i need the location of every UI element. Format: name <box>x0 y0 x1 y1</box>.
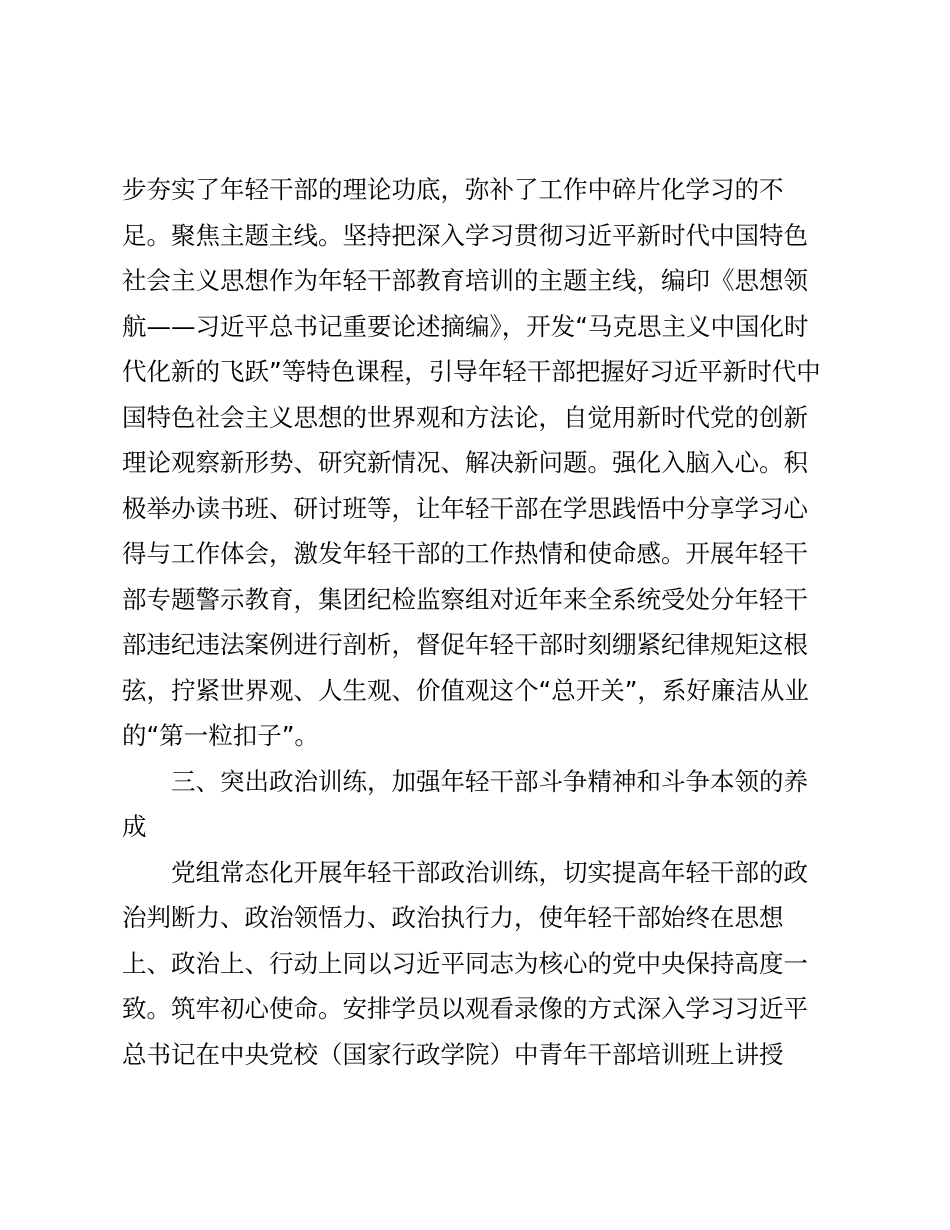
text-line: 部违纪违法案例进行剖析，督促年轻干部时刻绷紧纪律规矩这根 <box>122 630 808 659</box>
text-line: 的“第一粒扣子”。 <box>122 721 319 750</box>
text-line: 得与工作体会，激发年轻干部的工作热情和使命感。开展年轻干 <box>122 539 808 568</box>
section-heading-line: 三、突出政治训练，加强年轻干部斗争精神和斗争本领的养 <box>122 766 808 796</box>
text-line: 部专题警示教育，集团纪检监察组对近年来全系统受处分年轻干 <box>122 584 808 614</box>
text-line: 步夯实了年轻干部的理论功底，弥补了工作中碎片化学习的不 <box>122 175 784 204</box>
text-line: 理论观察新形势、研究新情况、解决新问题。强化入脑入心。积 <box>122 448 808 477</box>
text-line: 代化新的飞跃”等特色课程，引导年轻干部把握好习近平新时代中 <box>122 357 821 386</box>
text-line: 治判断力、政治领悟力、政治执行力，使年轻干部始终在思想 <box>122 903 784 932</box>
text-line: 国特色社会主义思想的世界观和方法论，自觉用新时代党的创新 <box>122 402 808 432</box>
text-line: 上、政治上、行动上同以习近平同志为核心的党中央保持高度一 <box>122 948 808 978</box>
text-line: 致。筑牢初心使命。安排学员以观看录像的方式深入学习习近平 <box>122 994 808 1023</box>
text-line: 社会主义思想作为年轻干部教育培训的主题主线，编印《思想领 <box>122 266 808 295</box>
text-line: 弦，拧紧世界观、人生观、价值观这个“总开关”，系好廉洁从业 <box>122 675 809 705</box>
text-line: 总书记在中央党校（国家行政学院）中青年干部培训班上讲授 <box>122 1039 784 1069</box>
text-line: 航——习近平总书记重要论述摘编》，开发“马克思主义中国化时 <box>122 311 809 341</box>
text-line: 党组常态化开展年轻干部政治训练，切实提高年轻干部的政 <box>122 857 808 887</box>
body-text <box>122 167 832 1077</box>
section-heading-line: 成 <box>122 812 147 841</box>
text-line: 足。聚焦主题主线。坚持把深入学习贯彻习近平新时代中国特色 <box>122 220 808 250</box>
text-line: 极举办读书班、研讨班等，让年轻干部在学思践悟中分享学习心 <box>122 493 808 523</box>
